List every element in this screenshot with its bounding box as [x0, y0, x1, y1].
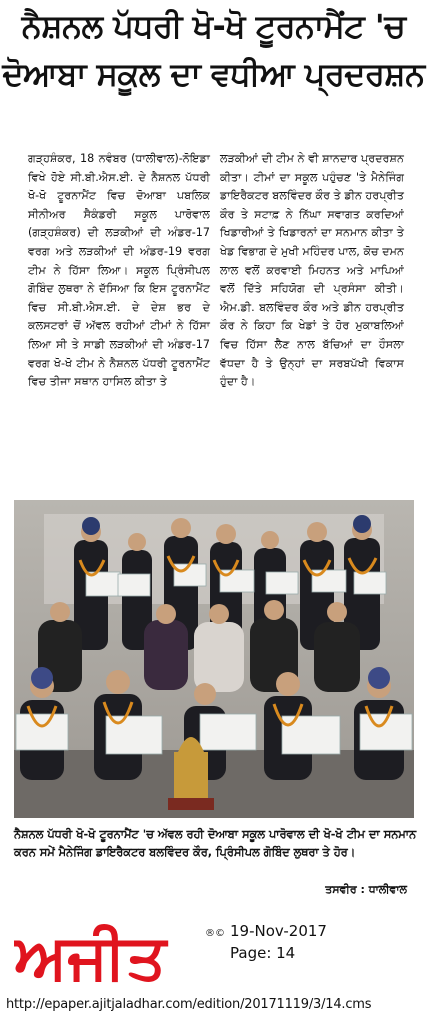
article-column-left — [28, 150, 210, 392]
photo-credit: ਤਸਵੀਰ : ਧਾਲੀਵਾਲ — [325, 883, 407, 896]
article-text-left: ਗੜ੍ਹਸ਼ੰਕਰ, 18 ਨਵੰਬਰ (ਧਾਲੀਵਾਲ)-ਨੋਇਡਾ ਵਿਖੇ ਹੋਏ ਸੀ.ਬੀ.ਐਸ.ਈ. ਦੇ ਨੈਸ਼ਨਲ ਪੱਧਰੀ ਖੋ-ਖੋ ਟੂਰਨਾਮੈਂਟ ਵਿਚ ਦੋਆਬਾ ਪਬਲਿਕ ਸੀਨੀਅਰ ਸੈਕੰਡਰੀ ਸਕੂਲ ਪਾਰੋਵਾਲ (ਗੜ੍ਹਸ਼ੰਕਰ) ਦੀ ਲੜਕੀਆਂ ਦੀ ਅੰਡਰ-17 ਵਰਗ ਅਤੇ ਲੜਕੀਆਂ ਦੀ ਅੰਡਰ-19 ਵਰਗ ਟੀਮ ਨੇ ਹਿੱਸਾ ਲਿਆ। ਸਕੂਲ ਪ੍ਰਿੰਸੀਪਲ ਗੋਬਿੰਦ ਲੁਥਰਾ ਨੇ ਦੱਸਿਆ ਕਿ ਇਸ ਟੂਰਨਾਮੈਂਟ ਵਿਚ ਸੀ.ਬੀ.ਐਸ.ਈ. ਦੇ ਦੇਸ਼ ਭਰ ਦੇ ਕਲਸਟਰਾਂ ਚੋਂ ਅੱਵਲ ਰਹੀਆਂ ਟੀਮਾਂ ਨੇ ਹਿੱਸਾ ਲਿਆ ਸੀ ਤੇ ਸਾਡੀ ਲੜਕੀਆਂ ਦੀ ਅੰਡਰ-17 ਵਰਗ ਖੋ-ਖੋ ਟੀਮ ਨੇ ਨੈਸ਼ਨਲ ਪੱਧਰੀ ਟੂਰਨਾਮੈਂਟ ਵਿਚ ਤੀਜਾ ਸਥਾਨ ਹਾਸਿਲ ਕੀਤਾ ਤੇ — [28, 152, 210, 389]
registered-mark: ®© — [205, 928, 225, 939]
headline-line-1: ਨੈਸ਼ਨਲ ਪੱਧਰੀ ਖੋ-ਖੋ ਟੂਰਨਾਮੈਂਟ 'ਚ — [21, 7, 406, 45]
article-column-right — [220, 150, 404, 392]
team-photo — [14, 500, 414, 818]
page-number: Page: 14 — [230, 944, 296, 962]
epaper-url[interactable]: http://epaper.ajitjaladhar.com/edition/20171119/3/14.cms — [6, 997, 372, 1012]
logo-text: ਅਜੀਤ — [14, 920, 167, 986]
edition-date: 19-Nov-2017 — [230, 922, 327, 940]
ajit-logo — [14, 920, 214, 986]
headline-line-2: ਦੋਆਬਾ ਸਕੂਲ ਦਾ ਵਧੀਆ ਪ੍ਰਦਰਸ਼ਨ — [2, 55, 425, 93]
photo-caption: ਨੈਸ਼ਨਲ ਪੱਧਰੀ ਖੋ-ਖੋ ਟੂਰਨਾਮੈਂਟ 'ਚ ਅੱਵਲ ਰਹੀ ਦੋਆਬਾ ਸਕੂਲ ਪਾਰੋਵਾਲ ਦੀ ਖੋ-ਖੋ ਟੀਮ ਦਾ ਸਨਮਾਨ ਕਰਨ ਸਮੇਂ ਮੈਨੇਜਿੰਗ ਡਾਇਰੈਕਟਰ ਬਲਵਿੰਦਰ ਕੌਰ, ਪ੍ਰਿੰਸੀਪਲ ਗੋਬਿੰਦ ਲੁਥਰਾ ਤੇ ਹੋਰ। — [14, 828, 416, 859]
article-text-right: ਲੜਕੀਆਂ ਦੀ ਟੀਮ ਨੇ ਵੀ ਸ਼ਾਨਦਾਰ ਪ੍ਰਦਰਸ਼ਨ ਕੀਤਾ। ਟੀਮਾਂ ਦਾ ਸਕੂਲ ਪਹੁੰਚਣ 'ਤੇ ਮੈਨੇਜਿੰਗ ਡਾਇਰੈਕਟਰ ਬਲਵਿੰਦਰ ਕੌਰ ਤੇ ਡੀਨ ਹਰਪ੍ਰੀਤ ਕੌਰ ਤੇ ਸਟਾਫ਼ ਨੇ ਨਿੱਘਾ ਸਵਾਗਤ ਕਰਦਿਆਂ ਖਿਡਾਰੀਆਂ ਤੇ ਖਿਡਾਰਨਾਂ ਦਾ ਸਨਮਾਨ ਕੀਤਾ ਤੇ ਖੇਡ ਵਿਭਾਗ ਦੇ ਮੁਖੀ ਮਹਿੰਦਰ ਪਾਲ, ਕੋਚ ਦਮਨ ਲਾਲ ਵਲੋਂ ਕਰਵਾਈ ਮਿਹਨਤ ਅਤੇ ਮਾਪਿਆਂ ਵਲੋਂ ਦਿੱਤੇ ਸਹਿਯੋਗ ਦੀ ਪ੍ਰਸੰਸਾ ਕੀਤੀ। ਐਮ.ਡੀ. ਬਲਵਿੰਦਰ ਕੌਰ ਅਤੇ ਡੀਨ ਹਰਪ੍ਰੀਤ ਕੌਰ ਨੇ ਕਿਹਾ ਕਿ ਖੇਡਾਂ ਤੇ ਹੋਰ ਮੁਕਾਬਲਿਆਂ ਵਿਚ ਹਿੱਸਾ ਲੈਣ ਨਾਲ ਬੱਚਿਆਂ ਦਾ ਹੌਸਲਾ ਵੱਧਦਾ ਹੈ ਤੇ ਉਨ੍ਹਾਂ ਦਾ ਸਰਬਪੱਖੀ ਵਿਕਾਸ ਹੁੰਦਾ ਹੈ। — [220, 152, 404, 389]
team-photo-illustration — [14, 500, 414, 818]
